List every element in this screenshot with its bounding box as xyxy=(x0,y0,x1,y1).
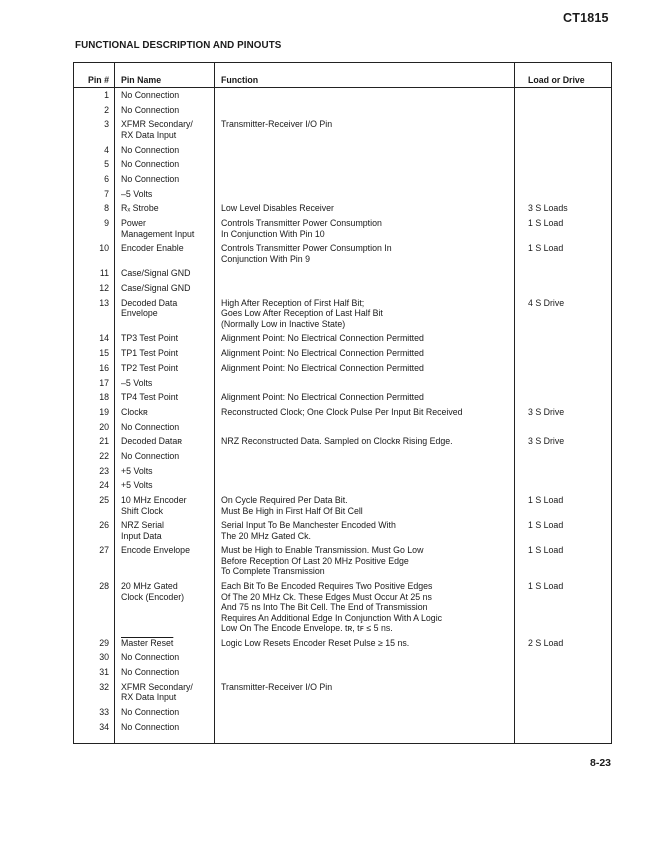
table-row xyxy=(73,520,612,545)
pin-function xyxy=(221,348,424,359)
pin-name xyxy=(121,407,148,418)
pin-name-line: RX Data Input xyxy=(121,692,177,703)
pin-number: 33 xyxy=(99,707,109,717)
pin-name xyxy=(121,480,153,491)
pinout-table-body xyxy=(73,90,612,736)
table-row xyxy=(73,298,612,334)
pin-name-line: No Connection xyxy=(121,421,180,432)
table-row xyxy=(73,268,612,283)
pin-name-line: Decoded Dataʀ xyxy=(121,436,183,447)
pin-name-line: Encoder Enable xyxy=(121,243,184,254)
table-top-rule xyxy=(73,62,612,63)
pin-function-line: Low On The Encode Envelope. tʀ, tꜰ ≤ 5 ns. xyxy=(221,623,393,634)
load-or-drive: 3 S Drive xyxy=(528,436,565,447)
pin-function-line: In Conjunction With Pin 10 xyxy=(221,228,325,239)
pin-function xyxy=(221,520,396,541)
pin-name-line: No Connection xyxy=(121,90,180,100)
pin-name-line: XFMR Secondary/ xyxy=(121,681,193,692)
table-row xyxy=(73,203,612,218)
pin-number: 8 xyxy=(104,203,109,214)
pin-number: 27 xyxy=(99,545,109,556)
load-or-drive: 3 S Loads xyxy=(528,203,568,214)
pin-name-line: Clockʀ xyxy=(121,406,148,417)
pin-number: 6 xyxy=(104,173,109,184)
pin-function-line: Logic Low Resets Encoder Reset Pulse ≥ 15 ns. xyxy=(221,637,410,648)
pin-name xyxy=(121,283,190,294)
pin-number: 7 xyxy=(104,188,109,199)
section-title: FUNCTIONAL DESCRIPTION AND PINOUTS xyxy=(75,40,282,51)
pin-name-line: Decoded Data xyxy=(121,297,178,308)
pin-name xyxy=(121,707,179,718)
pin-name-line: Rₓ Strobe xyxy=(121,203,159,214)
pin-name-line: No Connection xyxy=(121,721,180,732)
pin-name xyxy=(121,333,178,344)
pin-name-line: +5 Volts xyxy=(121,465,153,476)
pin-name-line: 10 MHz Encoder xyxy=(121,495,187,505)
pin-name xyxy=(121,682,193,703)
table-row xyxy=(73,667,612,682)
pin-number: 3 xyxy=(104,119,109,130)
load-or-drive: 3 S Drive xyxy=(528,406,565,417)
table-row xyxy=(73,174,612,189)
pin-function-line: Low Level Disables Receiver xyxy=(221,203,334,214)
pin-name xyxy=(121,451,179,462)
table-row xyxy=(73,451,612,466)
pin-function xyxy=(221,407,463,418)
pin-name-line: No Connection xyxy=(121,104,180,115)
table-row xyxy=(73,638,612,653)
table-row xyxy=(73,495,612,520)
pin-number: 32 xyxy=(99,681,109,692)
pin-name xyxy=(121,466,153,477)
pin-number: 22 xyxy=(99,450,109,461)
pin-name xyxy=(121,203,159,214)
table-row xyxy=(73,436,612,451)
pin-function-line: Alignment Point: No Electrical Connection Permitted xyxy=(221,348,424,359)
pin-name-line: Master Reset xyxy=(121,637,174,648)
header-pin-name: Pin Name xyxy=(121,75,162,85)
table-row xyxy=(73,480,612,495)
pin-number: 26 xyxy=(99,520,109,531)
table-row xyxy=(73,545,612,581)
pin-function-line: Must Be High in First Half Of Bit Cell xyxy=(221,505,363,516)
pin-name-line: No Connection xyxy=(121,667,180,678)
pin-name xyxy=(121,545,190,556)
table-row xyxy=(73,283,612,298)
pin-number: 19 xyxy=(99,406,109,417)
pin-number: 21 xyxy=(99,436,109,447)
pin-function-line: Alignment Point: No Electrical Connection Permitted xyxy=(221,333,424,344)
table-row xyxy=(73,189,612,204)
pin-number: 10 xyxy=(99,243,109,254)
pin-name xyxy=(121,722,179,733)
pin-name xyxy=(121,638,173,649)
pin-function-line: The 20 MHz Gated Ck. xyxy=(221,530,311,541)
pin-function-line: Before Reception Of Last 20 MHz Positive Edge xyxy=(221,555,409,566)
load-or-drive: 1 S Load xyxy=(528,495,564,505)
pin-name-line: Encode Envelope xyxy=(121,545,190,556)
table-row xyxy=(73,722,612,737)
load-or-drive: 2 S Load xyxy=(528,637,564,648)
pin-name xyxy=(121,422,179,433)
pin-name-line: XFMR Secondary/ xyxy=(121,119,193,130)
pin-function-line: Transmitter-Receiver I/O Pin xyxy=(221,681,333,692)
pin-number: 34 xyxy=(99,721,109,732)
pin-function xyxy=(221,581,442,634)
pin-name xyxy=(121,652,179,663)
load-or-drive: 1 S Load xyxy=(528,243,564,254)
pin-function xyxy=(221,545,423,577)
pin-number: 29 xyxy=(99,637,109,648)
pin-function-line: Of The 20 MHz Ck. These Edges Must Occur At 25 ns xyxy=(221,591,432,602)
table-row xyxy=(73,466,612,481)
pin-function-line: Alignment Point: No Electrical Connection Permitted xyxy=(221,392,424,403)
pin-name-line: Management Input xyxy=(121,228,195,239)
pin-function-line: Each Bit To Be Encoded Requires Two Positive Edges xyxy=(221,581,433,592)
table-row xyxy=(73,159,612,174)
pin-function-line: Conjunction With Pin 9 xyxy=(221,253,310,264)
pin-number: 30 xyxy=(99,652,109,663)
pin-function xyxy=(221,638,409,649)
load-or-drive: 4 S Drive xyxy=(528,297,565,308)
pin-function xyxy=(221,392,424,403)
pin-name-line: No Connection xyxy=(121,450,180,461)
pin-function-line: Controls Transmitter Power Consumption In xyxy=(221,243,392,254)
pin-number: 20 xyxy=(99,421,109,432)
pin-name xyxy=(121,218,194,239)
pin-function-line: Transmitter-Receiver I/O Pin xyxy=(221,119,333,130)
pin-number: 15 xyxy=(99,348,109,359)
pin-number: 31 xyxy=(99,667,109,678)
pin-name-line: +5 Volts xyxy=(121,480,153,491)
header-function: Function xyxy=(221,75,259,85)
pin-function-line: Requires An Additional Edge In Conjunction With A Logic xyxy=(221,612,443,623)
table-row xyxy=(73,333,612,348)
pin-name xyxy=(121,145,179,156)
pin-number: 28 xyxy=(99,581,109,592)
pin-name-line: No Connection xyxy=(121,173,180,184)
header-pin: Pin # xyxy=(87,75,109,85)
pin-function-line: Reconstructed Clock; One Clock Pulse Per Input Bit Received xyxy=(221,406,463,417)
table-row xyxy=(73,105,612,120)
table-row xyxy=(73,422,612,437)
pin-number: 17 xyxy=(99,377,109,388)
pin-number: 4 xyxy=(104,144,109,155)
pin-name xyxy=(121,90,179,101)
pin-number: 16 xyxy=(99,362,109,373)
pin-function-line: Serial Input To Be Manchester Encoded With xyxy=(221,520,396,531)
pin-function xyxy=(221,298,383,330)
pin-function xyxy=(221,119,332,130)
pin-name-line: 20 MHz Gated xyxy=(121,581,178,592)
pin-name xyxy=(121,189,152,200)
table-header-rule xyxy=(73,87,612,88)
pin-name xyxy=(121,667,179,678)
pin-name-line: Shift Clock xyxy=(121,505,164,516)
pin-name-line: NRZ Serial xyxy=(121,520,165,531)
pin-name xyxy=(121,159,179,170)
pin-name xyxy=(121,119,193,140)
pin-number: 11 xyxy=(99,268,109,279)
pin-name-line: Clock (Encoder) xyxy=(121,591,185,602)
pin-name-line: TP1 Test Point xyxy=(121,348,179,359)
pin-name-line: –5 Volts xyxy=(121,188,153,199)
pin-function-line: Alignment Point: No Electrical Connection Permitted xyxy=(221,362,424,373)
page-number: 8-23 xyxy=(590,757,612,769)
pin-name-line: Case/Signal GND xyxy=(121,283,191,294)
pin-function-line: And 75 ns Into The Bit Cell. The End of Transmission xyxy=(221,602,428,613)
pin-function-line: High After Reception of First Half Bit; xyxy=(221,297,365,308)
pin-name xyxy=(121,363,178,374)
pin-function xyxy=(221,363,424,374)
pin-name xyxy=(121,298,177,319)
table-row xyxy=(73,119,612,144)
pin-number: 13 xyxy=(99,297,109,308)
pin-number: 18 xyxy=(99,392,109,403)
pin-name xyxy=(121,436,182,447)
pin-function-line: Must be High to Enable Transmission. Must Go Low xyxy=(221,545,424,556)
table-row xyxy=(73,363,612,378)
pin-name-line: TP3 Test Point xyxy=(121,333,179,344)
table-row xyxy=(73,218,612,243)
pin-function-line: On Cycle Required Per Data Bit. xyxy=(221,495,348,505)
table-row xyxy=(73,392,612,407)
pin-function xyxy=(221,436,453,447)
pin-function xyxy=(221,243,392,264)
table-row xyxy=(73,145,612,160)
pin-name-line: –5 Volts xyxy=(121,377,153,388)
table-row xyxy=(73,652,612,667)
pin-function xyxy=(221,218,382,239)
pin-number: 9 xyxy=(104,218,109,228)
part-number: CT1815 xyxy=(563,11,609,25)
header-load-or-drive: Load or Drive xyxy=(528,75,585,85)
pin-name xyxy=(121,495,187,516)
pin-name-line: Power xyxy=(121,218,146,228)
pin-name xyxy=(121,392,178,403)
table-row xyxy=(73,243,612,268)
pin-function-line: NRZ Reconstructed Data. Sampled on Clockʀ Rising Edge. xyxy=(221,436,453,447)
pin-name xyxy=(121,243,184,254)
pin-number: 2 xyxy=(104,104,109,115)
table-row xyxy=(73,682,612,707)
pin-number: 1 xyxy=(104,90,109,100)
pin-function xyxy=(221,495,363,516)
load-or-drive: 1 S Load xyxy=(528,581,564,592)
pin-name xyxy=(121,105,179,116)
table-row xyxy=(73,348,612,363)
load-or-drive: 1 S Load xyxy=(528,545,564,556)
pin-function-line: To Complete Transmission xyxy=(221,566,325,577)
pin-function xyxy=(221,682,332,693)
pin-name xyxy=(121,348,178,359)
pin-number: 5 xyxy=(104,159,109,170)
pin-number: 24 xyxy=(99,480,109,491)
pin-name-line: No Connection xyxy=(121,707,180,717)
pin-name xyxy=(121,268,190,279)
pin-name-line: Case/Signal GND xyxy=(121,268,191,279)
table-row xyxy=(73,90,612,105)
pin-number: 14 xyxy=(99,333,109,344)
pin-name-line: Input Data xyxy=(121,530,162,541)
pin-function-line: (Normally Low in Inactive State) xyxy=(221,318,346,329)
pin-name-line: Envelope xyxy=(121,308,158,319)
table-row xyxy=(73,407,612,422)
pin-name xyxy=(121,581,184,602)
pin-function xyxy=(221,203,334,214)
pin-number: 25 xyxy=(99,495,109,505)
pin-name-line: No Connection xyxy=(121,159,180,170)
pin-number: 23 xyxy=(99,465,109,476)
pin-name-line: TP2 Test Point xyxy=(121,362,179,373)
load-or-drive: 1 S Load xyxy=(528,520,564,531)
load-or-drive: 1 S Load xyxy=(528,218,564,228)
table-row xyxy=(73,581,612,638)
pin-name-line: No Connection xyxy=(121,652,180,663)
table-row xyxy=(73,378,612,393)
pin-function xyxy=(221,333,424,344)
pin-function-line: Controls Transmitter Power Consumption xyxy=(221,218,382,228)
pin-number: 12 xyxy=(99,283,109,294)
pin-name-line: TP4 Test Point xyxy=(121,392,179,403)
pin-name-line: RX Data Input xyxy=(121,129,177,140)
pin-name xyxy=(121,378,152,389)
pin-name-line: No Connection xyxy=(121,144,180,155)
pin-function-line: Goes Low After Reception of Last Half Bit xyxy=(221,308,383,319)
pin-name xyxy=(121,520,164,541)
table-row xyxy=(73,707,612,722)
table-bottom-rule xyxy=(73,743,612,744)
pin-name xyxy=(121,174,179,185)
